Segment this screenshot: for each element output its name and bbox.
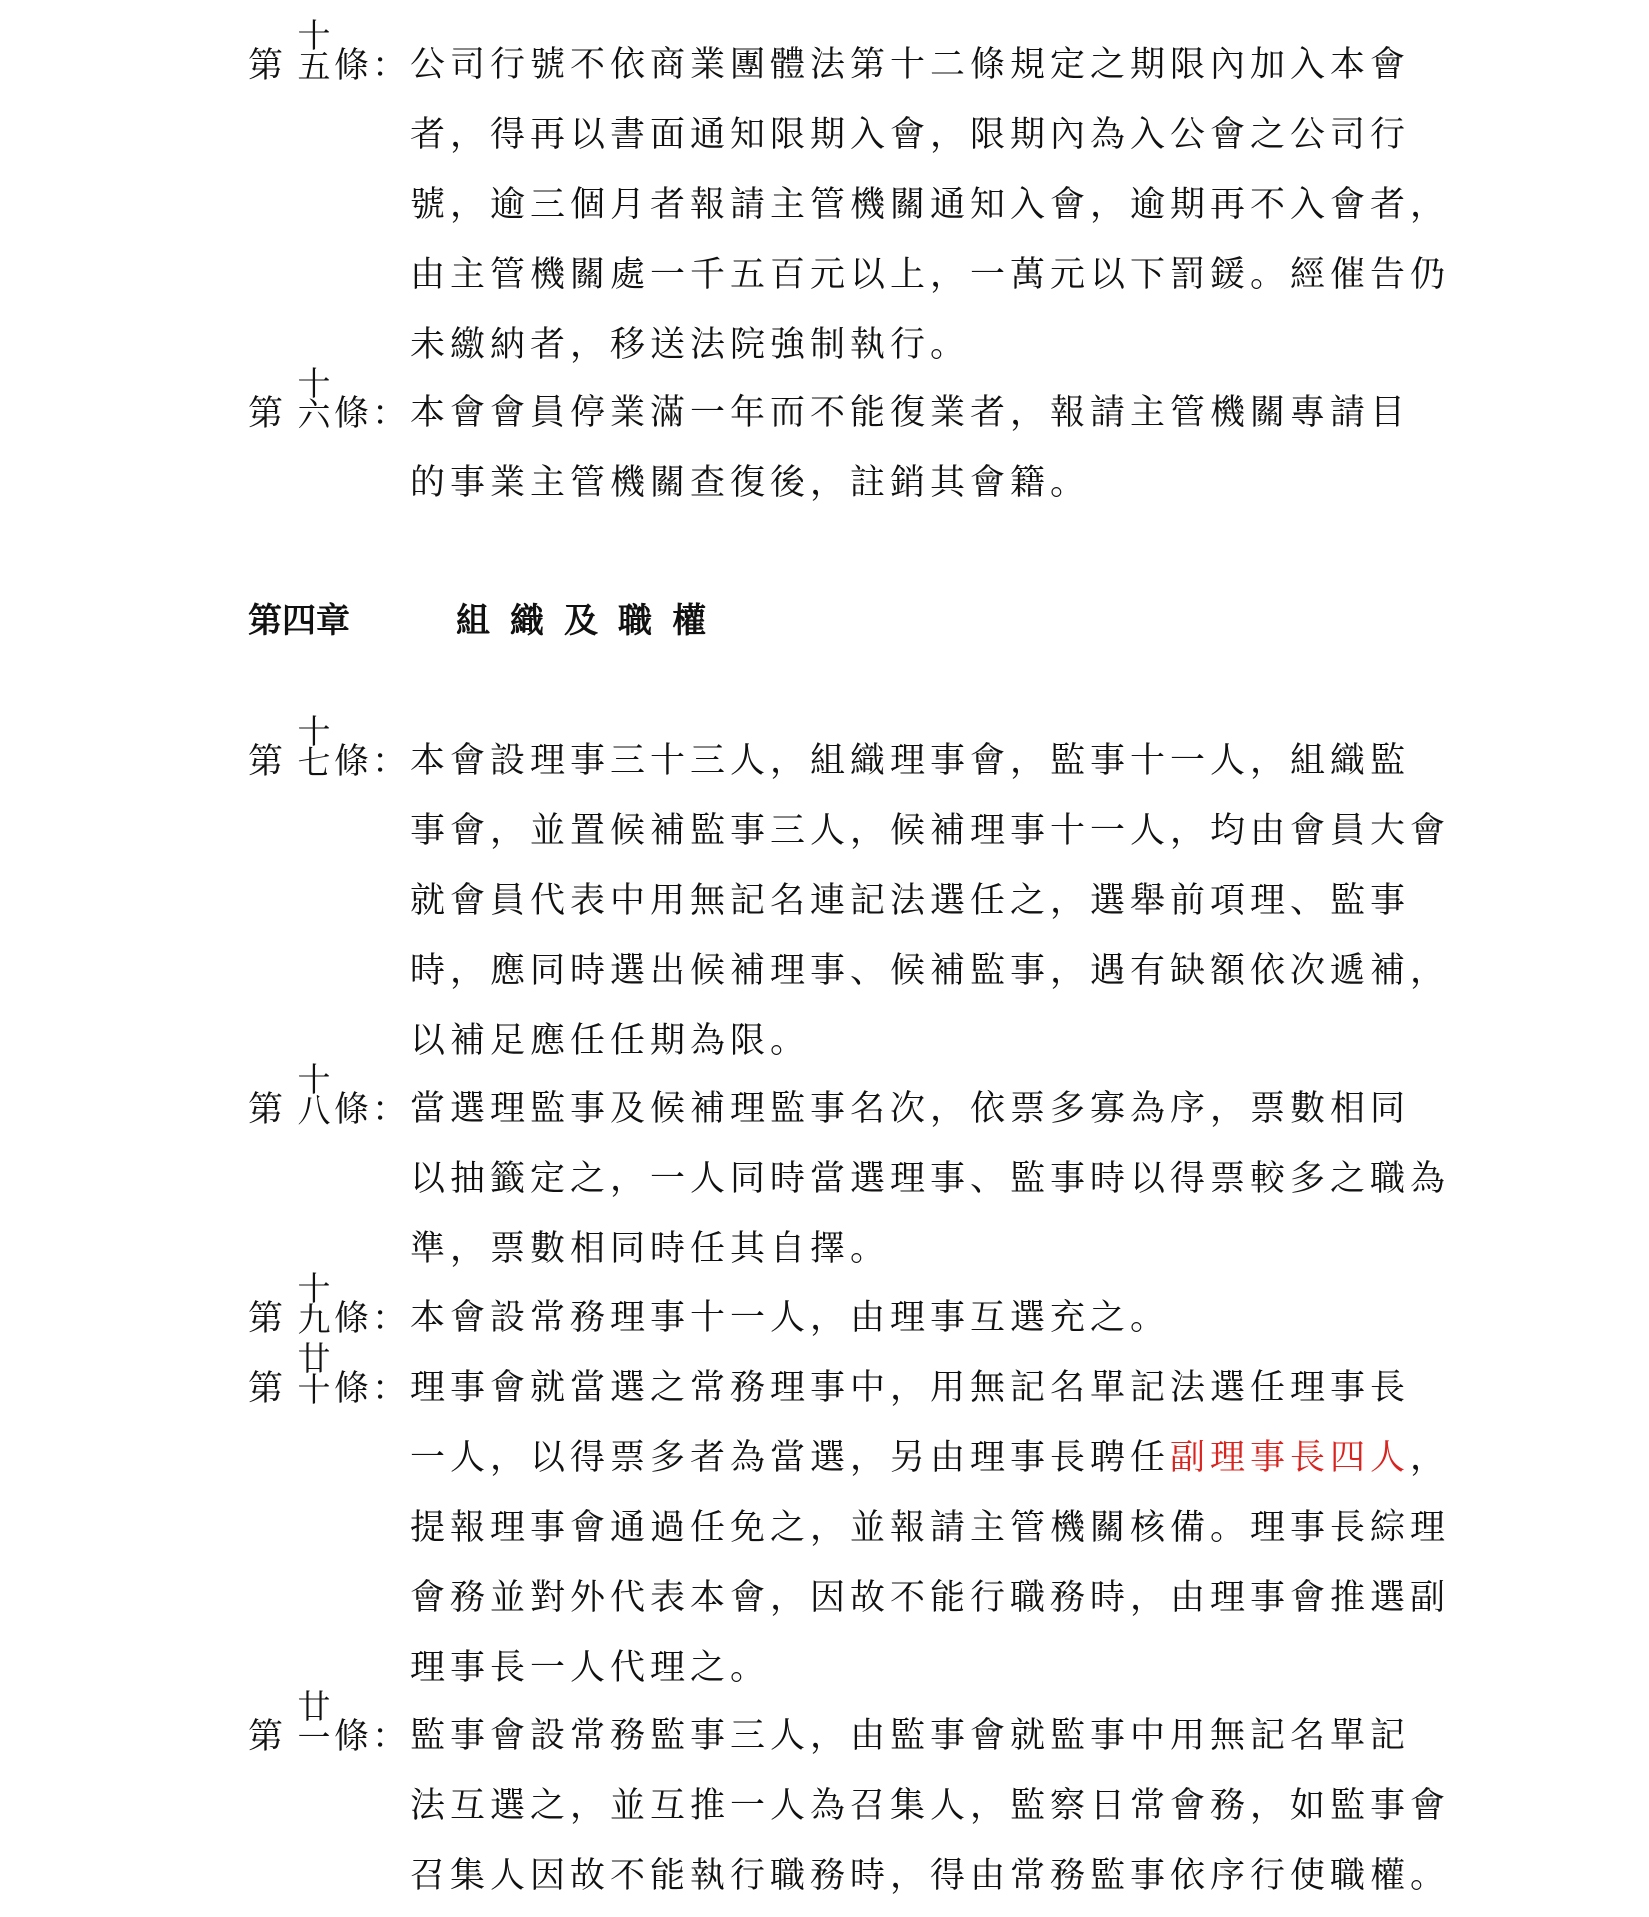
article-line: 本會設理事三十三人，組織理事會，監事十一人，組織監 xyxy=(410,741,1411,781)
chapter-label: 第四章 xyxy=(248,601,350,641)
article-number-vertical: 十 九 xyxy=(297,1269,331,1339)
article-line: 會務並對外代表本會，因故不能行職務時，由理事會推選副 xyxy=(410,1578,1451,1618)
article-prefix: 第 xyxy=(248,1717,284,1757)
article-line: 當選理監事及候補理監事名次，依票多寡為序，票數相同 xyxy=(410,1089,1411,1129)
article-number xyxy=(248,1060,408,1144)
article-line: 監事會設常務監事三人，由監事會就監事中用無記名單記 xyxy=(410,1716,1411,1756)
article-suffix: 條 xyxy=(334,1090,370,1130)
article-line: 法互選之，並互推一人為召集人，監察日常會務，如監事會 xyxy=(410,1786,1451,1826)
article-text xyxy=(410,30,1451,380)
article-number-vertical: 廿 十 xyxy=(297,1339,331,1409)
article-line: 理事會就當選之常務理事中，用無記名單記法選任理事長 xyxy=(410,1368,1411,1408)
text-segment: ， xyxy=(1410,1438,1451,1478)
article-text xyxy=(410,1283,1418,1353)
article-prefix: 第 xyxy=(248,46,284,86)
article-16 xyxy=(248,364,1418,518)
article-number-vertical: 十 七 xyxy=(297,712,331,782)
article-suffix: 條 xyxy=(334,46,370,86)
article-line: 本會會員停業滿一年而不能復業者，報請主管機關專請目 xyxy=(410,393,1411,433)
article-line: 事會，並置候補監事三人，候補理事十一人，均由會員大會 xyxy=(410,811,1451,851)
article-suffix: 條 xyxy=(334,742,370,782)
article-21 xyxy=(248,1687,1451,1911)
article-line: 公司行號不依商業團體法第十二條規定之期限內加入本會 xyxy=(410,45,1411,85)
article-suffix: 條 xyxy=(334,1717,370,1757)
article-number-vertical: 十 八 xyxy=(297,1060,331,1130)
article-prefix: 第 xyxy=(248,1369,284,1409)
article-15 xyxy=(248,16,1451,380)
article-number-vertical: 十 五 xyxy=(297,16,331,86)
article-20 xyxy=(248,1339,1451,1703)
article-line: 時，應同時選出候補理事、候補監事，遇有缺額依次遞補， xyxy=(410,951,1451,991)
article-colon: ： xyxy=(372,1299,408,1339)
article-suffix: 條 xyxy=(334,394,370,434)
article-prefix: 第 xyxy=(248,1299,284,1339)
article-prefix: 第 xyxy=(248,742,284,782)
article-line: 由主管機關處一千五百元以上，一萬元以下罰鍰。經催告仍 xyxy=(410,255,1451,295)
highlighted-text: 副理事長四人 xyxy=(1170,1438,1411,1478)
article-colon: ： xyxy=(372,46,408,86)
article-line: 未繳納者，移送法院強制執行。 xyxy=(410,325,971,365)
article-prefix: 第 xyxy=(248,1090,284,1130)
article-line: 者，得再以書面通知限期入會，限期內為入公會之公司行 xyxy=(410,115,1411,155)
chapter-heading xyxy=(248,596,726,646)
text-segment: 一人，以得票多者為當選，另由理事長聘任 xyxy=(410,1438,1171,1478)
article-17 xyxy=(248,712,1451,1076)
article-number xyxy=(248,712,408,796)
article-text xyxy=(410,1701,1451,1911)
article-19 xyxy=(248,1269,1418,1353)
article-number xyxy=(248,1339,408,1423)
article-number xyxy=(248,364,408,448)
article-prefix: 第 xyxy=(248,394,284,434)
article-line xyxy=(410,1423,1451,1493)
article-number xyxy=(248,16,408,100)
article-line: 以抽籤定之，一人同時當選理事、監事時以得票較多之職為 xyxy=(410,1159,1451,1199)
chapter-title: 組織及職權 xyxy=(456,601,726,641)
article-18 xyxy=(248,1060,1451,1284)
article-text xyxy=(410,1353,1451,1703)
article-number-vertical: 廿 一 xyxy=(297,1687,331,1757)
article-line: 準，票數相同時任其自擇。 xyxy=(410,1229,891,1269)
article-number-vertical: 十 六 xyxy=(297,364,331,434)
article-colon: ： xyxy=(372,1369,408,1409)
article-line: 理事長一人代理之。 xyxy=(410,1648,771,1688)
article-colon: ： xyxy=(372,1717,408,1757)
article-line: 以補足應任任期為限。 xyxy=(410,1021,811,1061)
article-colon: ： xyxy=(372,394,408,434)
article-number xyxy=(248,1687,408,1771)
article-text xyxy=(410,1074,1451,1284)
article-line: 召集人因故不能執行職務時，得由常務監事依序行使職權。 xyxy=(410,1856,1451,1896)
article-line: 本會設常務理事十一人，由理事互選充之。 xyxy=(410,1298,1171,1338)
article-line: 號，逾三個月者報請主管機關通知入會，逾期再不入會者， xyxy=(410,185,1451,225)
article-line: 的事業主管機關查復後，註銷其會籍。 xyxy=(410,463,1091,503)
article-colon: ： xyxy=(372,1090,408,1130)
article-suffix: 條 xyxy=(334,1299,370,1339)
article-text xyxy=(410,726,1451,1076)
article-line: 就會員代表中用無記名連記法選任之，選舉前項理、監事 xyxy=(410,881,1411,921)
article-suffix: 條 xyxy=(334,1369,370,1409)
article-colon: ： xyxy=(372,742,408,782)
article-text xyxy=(410,378,1418,518)
article-line: 提報理事會通過任免之，並報請主管機關核備。理事長綜理 xyxy=(410,1508,1451,1548)
